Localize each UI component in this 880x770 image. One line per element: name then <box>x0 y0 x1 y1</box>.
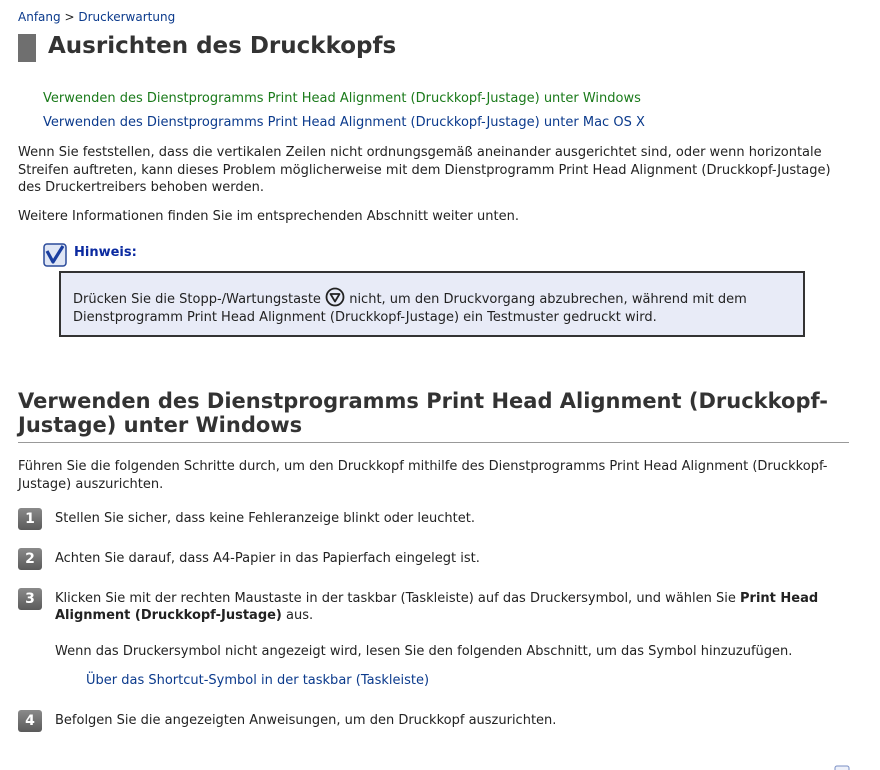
intro-more-info: Weitere Informationen finden Sie im entsprechenden Abschnitt weiter unten. <box>18 209 519 224</box>
breadcrumb-home-link[interactable]: Anfang <box>18 10 61 24</box>
toc-mac-link[interactable]: Verwenden des Dienstprogramms Print Head Alignment (Druckkopf-Justage) unter Mac OS X <box>43 115 645 130</box>
note-label: Hinweis: <box>74 245 137 260</box>
note-text-after: nicht, um den Druckvorgang abzubrechen, während mit dem Dienstprogramm Print Head Alignment (Druckkopf-Justage) ein Testmuster gedruckt wird. <box>73 292 747 325</box>
toc-windows-link[interactable]: Verwenden des Dienstprogramms Print Head Alignment (Druckkopf-Justage) unter Windows <box>43 91 641 106</box>
stop-maintenance-icon <box>325 287 345 307</box>
title-marker <box>18 34 36 62</box>
step-number-badge: 3 <box>18 588 42 610</box>
windows-section-intro: Führen Sie die folgenden Schritte durch, um den Druckkopf mithilfe des Dienstprogramms Print Head Alignment (Druckkopf-Justage) auszurichten. <box>18 459 828 492</box>
back-to-top-icon[interactable] <box>795 764 855 770</box>
section-divider <box>18 442 849 443</box>
breadcrumb-current-link[interactable]: Druckerwartung <box>78 10 176 24</box>
step-text: Stellen Sie sicher, dass keine Fehleranzeige blinkt oder leuchtet. <box>55 511 475 526</box>
step-text: Achten Sie darauf, dass A4-Papier in das Papierfach eingelegt ist. <box>55 551 480 566</box>
page-title: Ausrichten des Druckkopfs <box>48 33 397 59</box>
step-number-badge: 4 <box>18 710 42 732</box>
note-box <box>59 271 805 337</box>
step-number-badge: 1 <box>18 508 42 530</box>
step-sub-text: Wenn das Druckersymbol nicht angezeigt wird, lesen Sie den folgenden Abschnitt, um das Symbol hinzuzufügen. <box>55 644 793 659</box>
step-text-part: Klicken Sie mit der rechten Maustaste in der taskbar (Taskleiste) auf das Druckersymbol, und wählen Sie <box>55 591 736 606</box>
breadcrumb-separator: > <box>64 10 75 24</box>
breadcrumb <box>18 10 175 24</box>
intro-paragraph: Wenn Sie feststellen, dass die vertikalen Zeilen nicht ordnungsgemäß aneinander ausgerichtet sind, oder wenn horizontale Streifen auftreten, kann dieses Problem möglicherweise mit dem Dienstprogramm Print Head Alignment (Druckkopf-Justage) des Druckertreibers behoben werden. <box>18 145 831 195</box>
step-text: Befolgen Sie die angezeigten Anweisungen, um den Druckkopf auszurichten. <box>55 713 557 728</box>
step-text <box>55 590 845 624</box>
step-text-part: aus. <box>286 608 314 623</box>
step-menu-command: Print Head Alignment (Druckkopf-Justage) <box>55 591 819 623</box>
windows-section-heading: Verwenden des Dienstprogramms Print Head Alignment (Druckkopf-Justage) unter Windows <box>18 389 828 437</box>
taskbar-shortcut-link[interactable]: Über das Shortcut-Symbol in der taskbar (Taskleiste) <box>86 673 430 688</box>
step-number-badge: 2 <box>18 548 42 570</box>
checkmark-note-icon <box>43 243 67 267</box>
note-text-before: Drücken Sie die Stopp-/Wartungstaste <box>73 292 321 307</box>
